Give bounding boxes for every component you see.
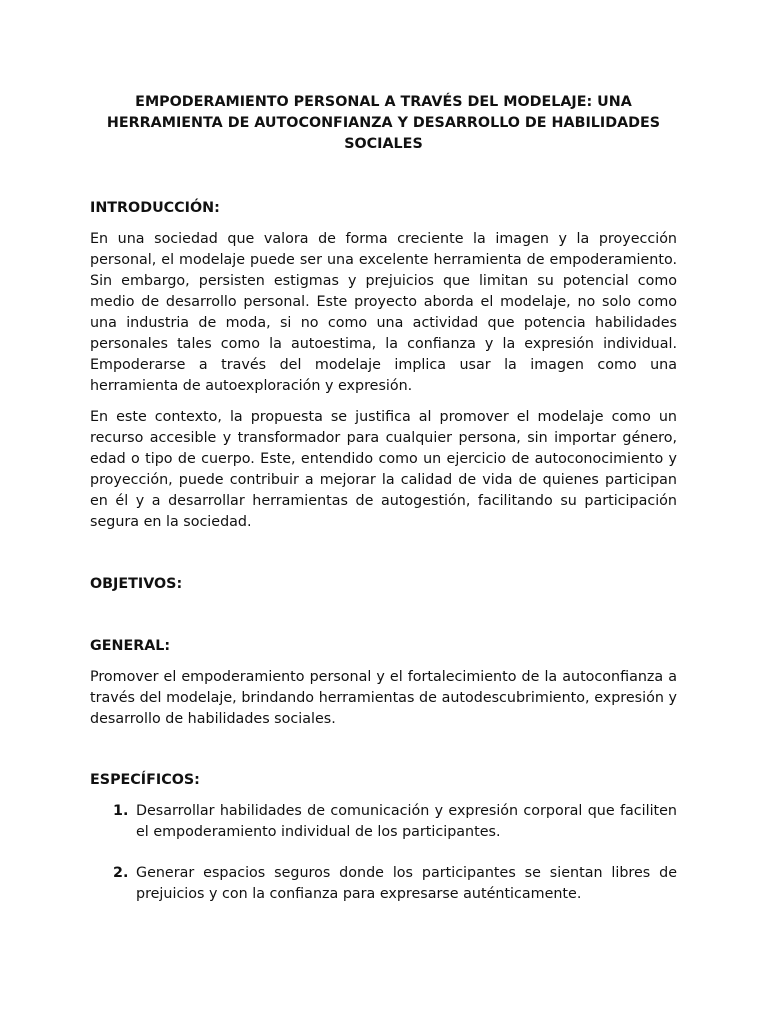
document-title: EMPODERAMIENTO PERSONAL A TRAVÉS DEL MODELAJE: UNA HERRAMIENTA DE AUTOCONFIANZA Y DESARROLLO DE HABILIDADES SOCIALES — [106, 94, 661, 152]
list-item-number: 2. — [113, 865, 129, 881]
introduccion-paragraph-2: En este contexto, la propuesta se justifica al promover el modelaje como un recurso accesible y transformador para cualquier persona, sin importar género, edad o tipo de cuerpo. Este, entendido como un ejercicio de autoconocimiento y proyección, puede contribuir a mejorar la calidad de vida de quienes participan en él y a desarrollar herramientas de autogestión, facilitando su participación segura en la sociedad. — [90, 409, 677, 530]
list-item-number: 1. — [113, 803, 129, 819]
list-item-text: Generar espacios seguros donde los participantes se sientan libres de prejuicios y con la confianza para expresarse auténticamente. — [136, 865, 677, 902]
general-paragraph: Promover el empoderamiento personal y el fortalecimiento de la autoconfianza a través del modelaje, brindando herramientas de autodescubrimiento, expresión y desarrollo de habilidades sociales. — [90, 669, 677, 727]
list-item-text: Desarrollar habilidades de comunicación y expresión corporal que faciliten el empoderamiento individual de los participantes. — [136, 803, 677, 840]
section-heading-objetivos: OBJETIVOS: — [90, 576, 183, 592]
especificos-list — [90, 801, 677, 905]
list-item — [90, 863, 677, 905]
section-heading-introduccion: INTRODUCCIÓN: — [90, 200, 220, 216]
introduccion-paragraph-1: En una sociedad que valora de forma creciente la imagen y la proyección personal, el modelaje puede ser una excelente herramienta de empoderamiento. Sin embargo, persisten estigmas y prejuicios que limitan su potencial como medio de desarrollo personal. Este proyecto aborda el modelaje, no solo como una industria de moda, si no como una actividad que potencia habilidades personales tales como la autoestima, la confianza y la expresión individual. Empoderarse a través del modelaje implica usar la imagen como una herramienta de autoexploración y expresión. — [90, 231, 677, 394]
document-page — [90, 92, 677, 905]
section-heading-general: GENERAL: — [90, 638, 171, 654]
list-item — [90, 801, 677, 843]
section-heading-especificos: ESPECÍFICOS: — [90, 772, 200, 788]
